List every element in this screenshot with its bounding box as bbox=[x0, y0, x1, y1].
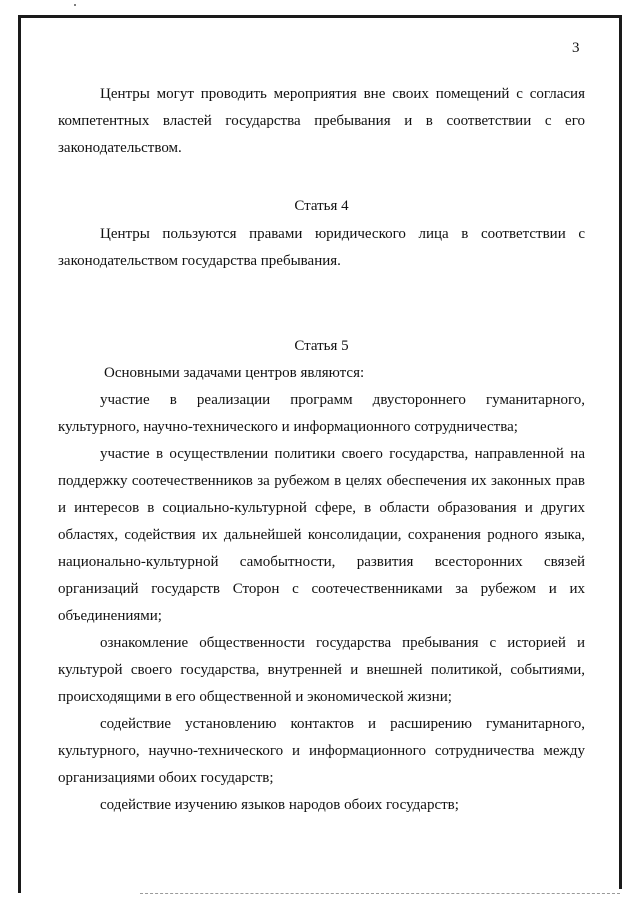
article-4-paragraph: Центры пользуются правами юридического лица в соответствии с законодательством государства пребывания. bbox=[58, 226, 585, 269]
page-number: 3 bbox=[572, 40, 580, 56]
page-border-top bbox=[18, 15, 622, 18]
article-5-section bbox=[58, 360, 585, 819]
article-4-heading: Статья 4 bbox=[294, 198, 349, 214]
article-5-heading: Статья 5 bbox=[294, 338, 349, 354]
article-4-section bbox=[58, 221, 585, 275]
task-item-5: содействие изучению языков народов обоих государств; bbox=[100, 797, 459, 813]
page-border-bottom bbox=[140, 893, 620, 895]
page-border-left bbox=[18, 15, 21, 893]
intro-section bbox=[58, 81, 585, 162]
task-item-3: ознакомление общественности государства пребывания с историей и культурой своего государства, внутренней и внешней политикой, событиями, происходящими в его общественной и экономической жизни; bbox=[58, 635, 585, 705]
task-item-1: участие в реализации программ двустороннего гуманитарного, культурного, научно-технического и информационного сотрудничества; bbox=[58, 392, 585, 435]
task-item-2: участие в осуществлении политики своего государства, направленной на поддержку соотечественников за рубежом в целях обеспечения их законных прав и интересов в социально-культурной сфере, в области образования и других областях, содействия их дальнейшей консолидации, сохранения родного языка, национально-культурной самобытности, развития всесторонних связей организаций государств Сторон с соотечественниками за рубежом и их объединениями; bbox=[58, 446, 585, 624]
page-border-right bbox=[619, 15, 622, 889]
task-item-4: содействие установлению контактов и расширению гуманитарного, культурного, научно-технического и информационного сотрудничества между организациями обоих государств; bbox=[58, 716, 585, 786]
article-5-lead: Основными задачами центров являются: bbox=[104, 365, 365, 381]
intro-paragraph: Центры могут проводить мероприятия вне своих помещений с согласия компетентных властей государства пребывания и в соответствии с его законодательством. bbox=[58, 86, 585, 156]
scan-speck bbox=[74, 4, 76, 6]
